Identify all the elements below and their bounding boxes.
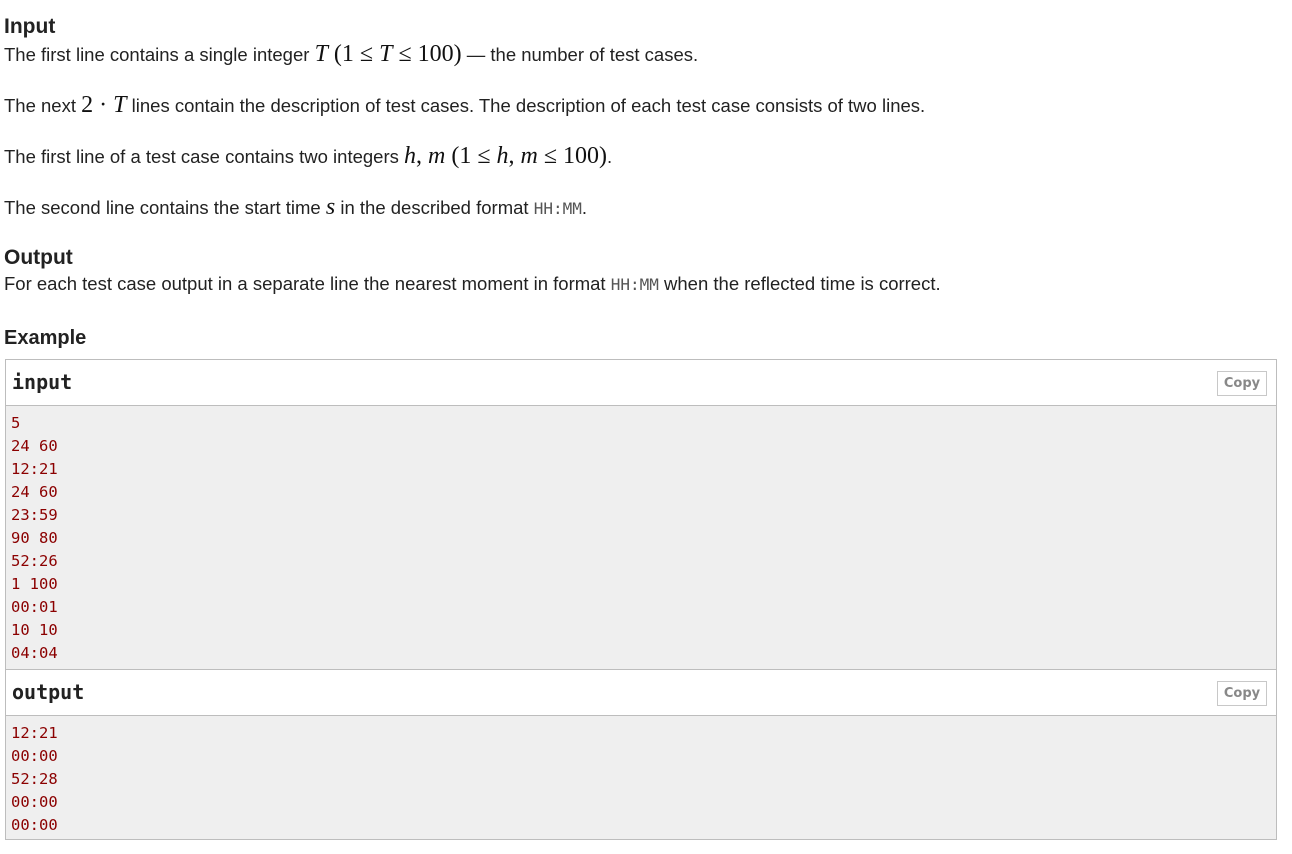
sample-output-line: 00:00 [11,793,58,811]
math-constraint-h-m: (1 ≤ h, m ≤ 100) [445,143,608,169]
sample-output-line: 00:00 [11,747,58,765]
math-variable-T: T [314,41,328,67]
sample-input-label: input [12,370,73,394]
sample-output-line: 00:00 [11,816,58,834]
input-description-line-3: The first line of a test case contains two integers h, m (1 ≤ h, m ≤ 100). [4,143,613,169]
copy-output-button[interactable]: Copy [1217,681,1267,706]
sample-input-line: 90 80 [11,529,58,547]
sample-input-line: 52:26 [11,552,58,570]
sample-output-line: 52:28 [11,770,58,788]
math-variables-h-m: h, m [404,143,446,169]
sample-input-line: 24 60 [11,437,58,455]
time-format-code: HH:MM [533,199,582,218]
sample-output-content[interactable] [6,716,1276,837]
output-section-title: Output [4,246,73,269]
sample-input-content[interactable] [6,406,1276,665]
sample-input-line: 23:59 [11,506,58,524]
input-description-line-4: The second line contains the start time s in the described format HH:MM. [4,194,587,220]
sample-output-header [6,670,1276,716]
sample-output-label: output [12,680,85,704]
sample-input-header [6,360,1276,406]
sample-input-line: 00:01 [11,598,58,616]
math-constraint-T: (1 ≤ T ≤ 100) [327,41,462,67]
sample-input-block [5,359,1277,670]
problem-statement [4,14,1278,350]
math-variable-s: s [325,194,336,220]
input-description-line-1: The first line contains a single integer T (1 ≤ T ≤ 100) — the number of test cases. [4,41,699,67]
sample-output-line: 12:21 [11,724,58,742]
input-section-title: Input [4,15,56,38]
output-description: For each test case output in a separate line the nearest moment in format HH:MM when the reflected time is correct. [4,273,941,294]
copy-input-button[interactable]: Copy [1217,371,1267,396]
sample-input-line: 24 60 [11,483,58,501]
sample-input-line: 04:04 [11,644,58,662]
time-format-code: HH:MM [610,275,659,294]
example-title: Example [4,327,87,349]
sample-input-line: 5 [11,414,21,432]
sample-input-line: 1 100 [11,575,58,593]
math-expression-2T: 2 · T [81,92,127,118]
input-description-line-2: The next 2 · T lines contain the description of test cases. The description of each test case consists of two lines. [4,92,926,118]
sample-input-line: 12:21 [11,460,58,478]
sample-output-block [5,669,1277,840]
sample-input-line: 10 10 [11,621,58,639]
